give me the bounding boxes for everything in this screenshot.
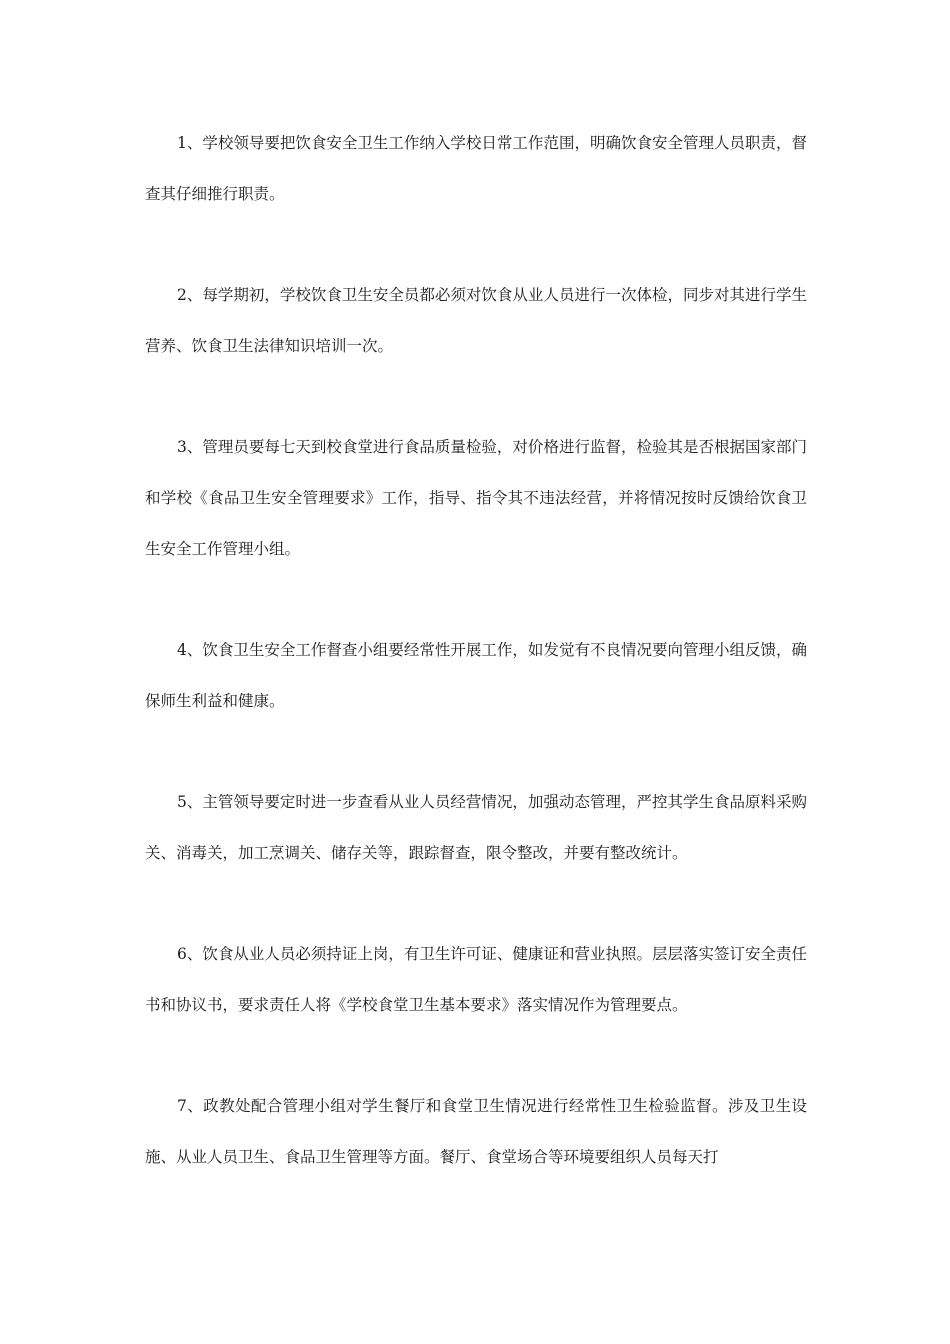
- paragraph-6: 6、饮食从业人员必须持证上岗，有卫生许可证、健康证和营业执照。层层落实签订安全责任书和协议书，要求责任人将《学校食堂卫生基本要求》落实情况作为管理要点。: [145, 945, 807, 1014]
- paragraph-4: 4、饮食卫生安全工作督查小组要经常性开展工作，如发觉有不良情况要向管理小组反馈，确保师生利益和健康。: [145, 641, 807, 710]
- paragraph-3: 3、管理员要每七天到校食堂进行食品质量检验，对价格进行监督，检验其是否根据国家部门和学校《食品卫生安全管理要求》工作，指导、指令其不违法经营，并将情况按时反馈给饮食卫生安全工作管理小组。: [145, 438, 807, 558]
- document-body: [145, 118, 807, 1233]
- paragraph-7: 7、政教处配合管理小组对学生餐厅和食堂卫生情况进行经常性卫生检验监督。涉及卫生设施、从业人员卫生、食品卫生管理等方面。餐厅、食堂场合等环境要组织人员每天打: [145, 1097, 807, 1166]
- paragraph-1: 1、学校领导要把饮食安全卫生工作纳入学校日常工作范围，明确饮食安全管理人员职责，督查其仔细推行职责。: [145, 134, 807, 203]
- paragraph-5: 5、主管领导要定时进一步查看从业人员经营情况，加强动态管理，严控其学生食品原料采购关、消毒关，加工烹调关、储存关等，跟踪督查，限令整改，并要有整改统计。: [145, 793, 807, 862]
- paragraph-2: 2、每学期初，学校饮食卫生安全员都必须对饮食从业人员进行一次体检，同步对其进行学生营养、饮食卫生法律知识培训一次。: [145, 286, 807, 355]
